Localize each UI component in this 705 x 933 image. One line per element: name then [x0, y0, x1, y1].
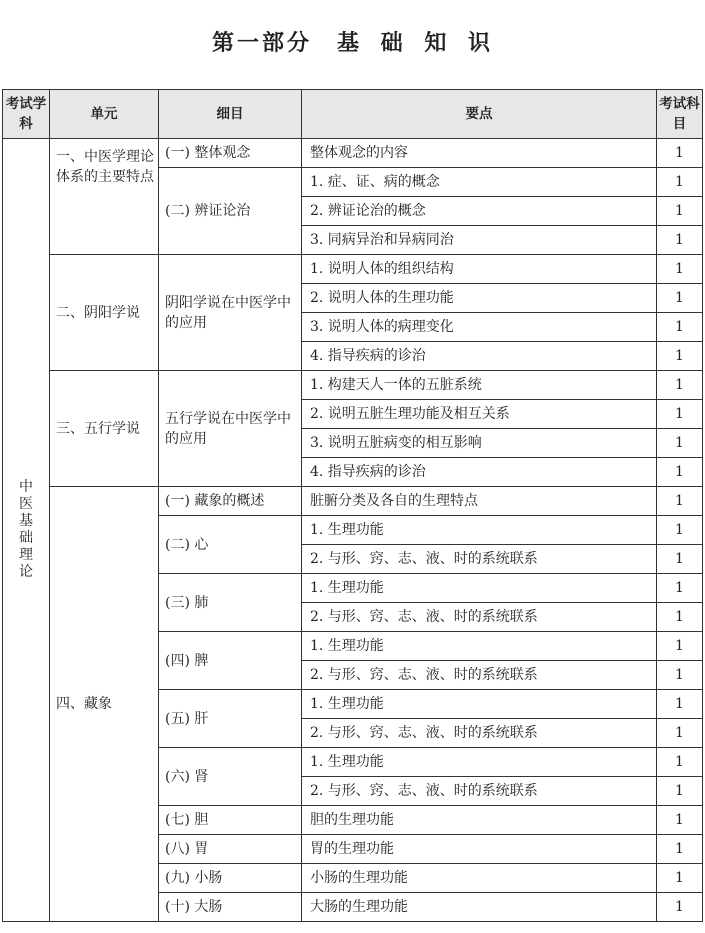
count-cell: 1	[657, 429, 703, 458]
point-cell: 2. 与形、窍、志、液、时的系统联系	[302, 719, 657, 748]
count-cell: 1	[657, 284, 703, 313]
unit-cell: 四、藏象	[50, 487, 159, 922]
point-cell: 2. 辨证论治的概念	[302, 197, 657, 226]
detail-cell: (一) 整体观念	[159, 139, 302, 168]
detail-cell: (十) 大肠	[159, 893, 302, 922]
point-cell: 1. 症、证、病的概念	[302, 168, 657, 197]
point-cell: 大肠的生理功能	[302, 893, 657, 922]
point-cell: 4. 指导疾病的诊治	[302, 458, 657, 487]
count-cell: 1	[657, 400, 703, 429]
header-count: 考试科目	[657, 90, 703, 139]
header-detail: 细目	[159, 90, 302, 139]
point-cell: 整体观念的内容	[302, 139, 657, 168]
point-cell: 小肠的生理功能	[302, 864, 657, 893]
point-cell: 1. 生理功能	[302, 516, 657, 545]
detail-cell: (八) 胃	[159, 835, 302, 864]
detail-cell: (三) 肺	[159, 574, 302, 632]
subject-label: 中医基础理论	[19, 478, 33, 580]
count-cell: 1	[657, 516, 703, 545]
count-cell: 1	[657, 864, 703, 893]
table-row	[3, 255, 703, 284]
count-cell: 1	[657, 574, 703, 603]
detail-cell: (一) 藏象的概述	[159, 487, 302, 516]
point-cell: 1. 生理功能	[302, 748, 657, 777]
table-body	[3, 139, 703, 922]
count-cell: 1	[657, 226, 703, 255]
point-cell: 2. 与形、窍、志、液、时的系统联系	[302, 661, 657, 690]
count-cell: 1	[657, 632, 703, 661]
subject-cell	[3, 139, 50, 922]
point-cell: 4. 指导疾病的诊治	[302, 342, 657, 371]
count-cell: 1	[657, 806, 703, 835]
count-cell: 1	[657, 313, 703, 342]
count-cell: 1	[657, 748, 703, 777]
table-row	[3, 139, 703, 168]
point-cell: 2. 说明人体的生理功能	[302, 284, 657, 313]
point-cell: 3. 同病异治和异病同治	[302, 226, 657, 255]
detail-cell: (二) 辨证论治	[159, 168, 302, 255]
table-row	[3, 371, 703, 400]
header-points: 要点	[302, 90, 657, 139]
count-cell: 1	[657, 719, 703, 748]
count-cell: 1	[657, 487, 703, 516]
table-row	[3, 487, 703, 516]
syllabus-table	[2, 89, 703, 922]
count-cell: 1	[657, 661, 703, 690]
point-cell: 脏腑分类及各自的生理特点	[302, 487, 657, 516]
detail-cell: (七) 胆	[159, 806, 302, 835]
count-cell: 1	[657, 168, 703, 197]
point-cell: 1. 构建天人一体的五脏系统	[302, 371, 657, 400]
detail-cell: (四) 脾	[159, 632, 302, 690]
unit-cell: 三、五行学说	[50, 371, 159, 487]
count-cell: 1	[657, 458, 703, 487]
page-title: 第一部分 基 础 知 识	[212, 31, 493, 56]
point-cell: 2. 与形、窍、志、液、时的系统联系	[302, 777, 657, 806]
count-cell: 1	[657, 777, 703, 806]
detail-cell: (六) 肾	[159, 748, 302, 806]
count-cell: 1	[657, 603, 703, 632]
unit-cell: 一、中医学理论体系的主要特点	[50, 139, 159, 255]
point-cell: 1. 生理功能	[302, 574, 657, 603]
point-cell: 3. 说明人体的病理变化	[302, 313, 657, 342]
detail-cell: (九) 小肠	[159, 864, 302, 893]
table-header-row	[3, 90, 703, 139]
count-cell: 1	[657, 893, 703, 922]
detail-cell: (五) 肝	[159, 690, 302, 748]
detail-cell: 阴阳学说在中医学中的应用	[159, 255, 302, 371]
count-cell: 1	[657, 342, 703, 371]
count-cell: 1	[657, 690, 703, 719]
count-cell: 1	[657, 255, 703, 284]
header-unit: 单元	[50, 90, 159, 139]
count-cell: 1	[657, 139, 703, 168]
point-cell: 胃的生理功能	[302, 835, 657, 864]
point-cell: 1. 说明人体的组织结构	[302, 255, 657, 284]
detail-cell: (二) 心	[159, 516, 302, 574]
point-cell: 2. 与形、窍、志、液、时的系统联系	[302, 603, 657, 632]
header-subject: 考试学科	[3, 90, 50, 139]
point-cell: 3. 说明五脏病变的相互影响	[302, 429, 657, 458]
count-cell: 1	[657, 371, 703, 400]
point-cell: 1. 生理功能	[302, 690, 657, 719]
count-cell: 1	[657, 835, 703, 864]
point-cell: 胆的生理功能	[302, 806, 657, 835]
point-cell: 2. 说明五脏生理功能及相互关系	[302, 400, 657, 429]
detail-cell: 五行学说在中医学中的应用	[159, 371, 302, 487]
unit-cell: 二、阴阳学说	[50, 255, 159, 371]
count-cell: 1	[657, 197, 703, 226]
count-cell: 1	[657, 545, 703, 574]
point-cell: 2. 与形、窍、志、液、时的系统联系	[302, 545, 657, 574]
point-cell: 1. 生理功能	[302, 632, 657, 661]
